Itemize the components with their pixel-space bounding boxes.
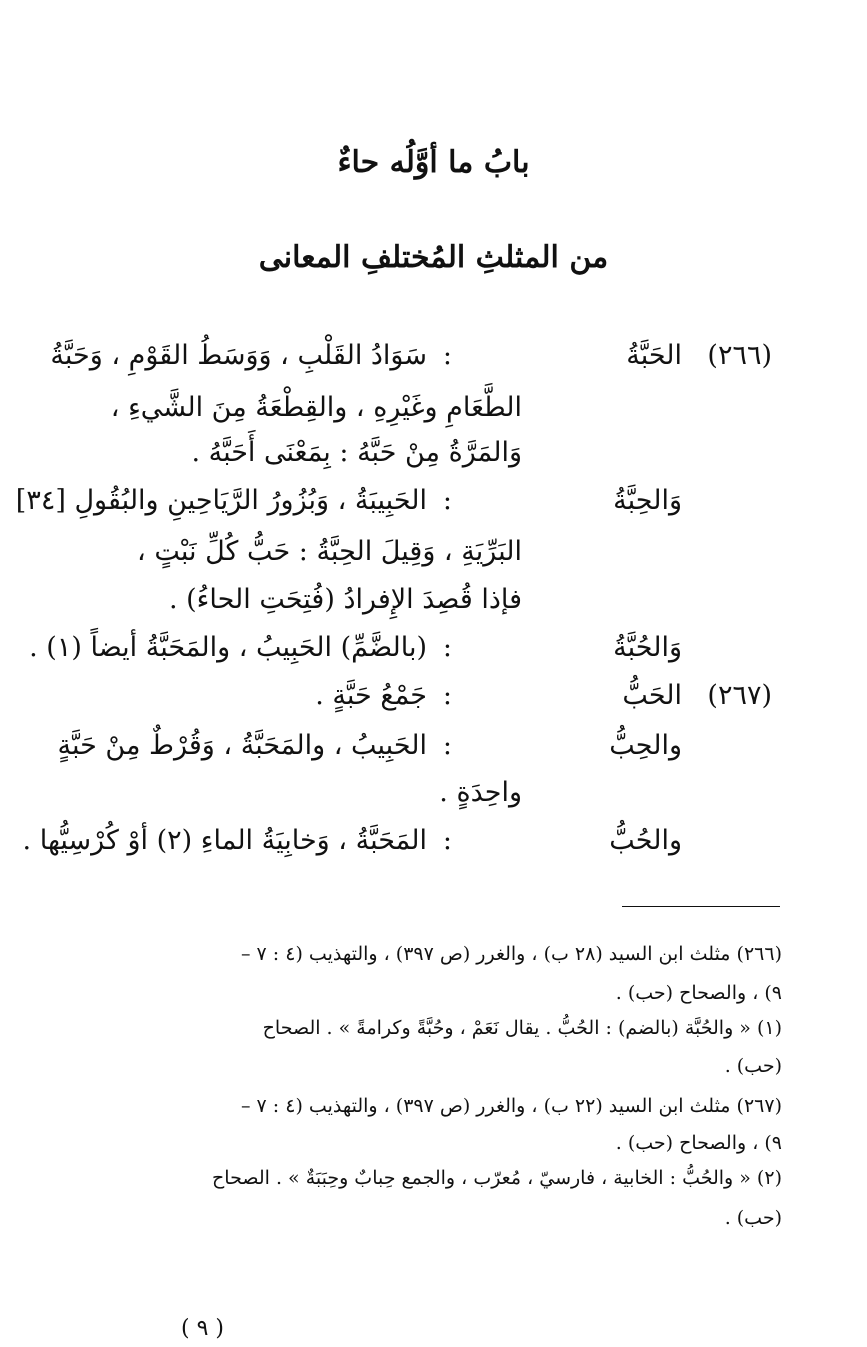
entry-number: (٢٦٧) (707, 680, 772, 711)
definition-line: الحَبِيبُ ، والمَحَبَّةُ ، وَقُرْطٌ مِنْ حَبَّةٍ (57, 730, 427, 761)
footnote-line: (حب) . (724, 1055, 782, 1077)
headword: وَالحِبَّةُ (613, 485, 682, 516)
section-subtitle: من المثلثِ المُختلفِ المعانى (258, 240, 609, 275)
definition-line: البَرِّيَةِ ، وَقِيلَ الحِبَّةُ : حَبُّ كُلِّ نَبْتٍ ، (137, 536, 522, 567)
separator-colon: : (442, 485, 452, 516)
footnote-line: (حب) . (724, 1207, 782, 1229)
definition-line: فإذا قُصِدَ الإِفرادُ (فُتِحَتِ الحاءُ) . (168, 584, 522, 615)
footnote-line: (١) « والحُبَّة (بالضم) : الحُبُّ . يقال نَعَمْ ، وحُبَّةً وكرامةً » . الصحاح (262, 1017, 782, 1039)
separator-colon: : (442, 340, 452, 371)
footnote-line: (٢٦٦) مثلث ابن السيد (٢٨ ب) ، والغرر (ص ٣٩٧) ، والتهذيب (٤ : ٧ – (241, 943, 782, 965)
definition-line: المَحَبَّةُ ، وَخابِيَةُ الماءِ (٢) أوْ كُرْسِيُّها . (22, 825, 427, 856)
separator-colon: : (442, 680, 452, 711)
definition-line: جَمْعُ حَبَّةٍ . (315, 680, 427, 711)
footnote-line: ٩) ، والصحاح (حب) . (615, 1132, 782, 1154)
chapter-title: بابُ ما أوَّلُه حاءٌ (337, 145, 530, 180)
headword: والحُبُّ (609, 825, 682, 856)
page-number: ( ٩ ) (181, 1316, 224, 1341)
definition-line: الحَبِيبَةُ ، وَبُزُورُ الرَّيَاحِينِ والبُقُولِ [٣٤] (15, 485, 427, 516)
footnote-line: (٢) « والحُبُّ : الخابية ، فارسيّ ، مُعرّب ، والجمع حِبابٌ وحِبَبَةٌ » . الصحاح (212, 1167, 782, 1189)
footnote-line: (٢٦٧) مثلث ابن السيد (٢٢ ب) ، والغرر (ص ٣٩٧) ، والتهذيب (٤ : ٧ – (241, 1095, 782, 1117)
headword: وَالحُبَّةُ (613, 632, 682, 663)
headword: الحَبَّةُ (626, 340, 682, 371)
separator-colon: : (442, 632, 452, 663)
headword: والحِبُّ (609, 730, 682, 761)
separator-colon: : (442, 730, 452, 761)
footnote-line: ٩) ، والصحاح (حب) . (615, 982, 782, 1004)
headword: الحَبُّ (622, 680, 682, 711)
definition-line: وَالمَرَّةُ مِنْ حَبَّهُ : بِمَعْنَى أَحَبَّهُ . (191, 437, 522, 468)
definition-line: واحِدَةٍ . (439, 777, 522, 808)
footnote-divider (622, 906, 780, 907)
separator-colon: : (442, 825, 452, 856)
definition-line: (بالضَّمِّ) الحَبِيبُ ، والمَحَبَّةُ أيضاً (١) . (29, 632, 427, 663)
definition-line: الطَّعَامِ وغَيْرِهِ ، والقِطْعَةُ مِنَ الشَّيءِ ، (110, 392, 522, 423)
definition-line: سَوَادُ القَلْبِ ، وَوَسَطُ القَوْمِ ، وَحَبَّةُ (50, 340, 427, 371)
entry-number: (٢٦٦) (707, 340, 772, 371)
